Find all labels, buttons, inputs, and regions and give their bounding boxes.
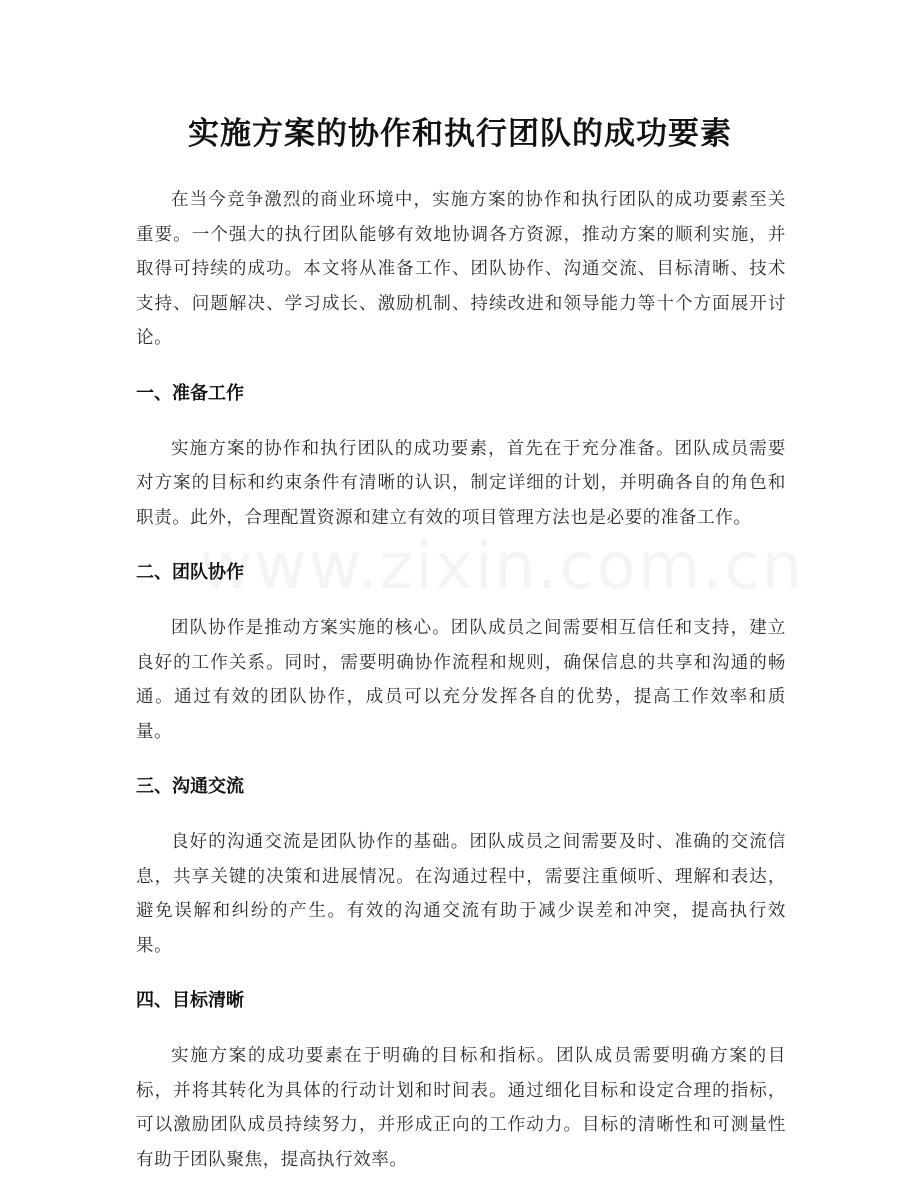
section-heading-goals: 四、目标清晰 bbox=[136, 990, 244, 1011]
document-title: 实施方案的协作和执行团队的成功要素 bbox=[188, 116, 732, 152]
intro-paragraph: 在当今竞争激烈的商业环境中，实施方案的协作和执行团队的成功要素至关重要。一个强大的执行团队能够有效地协调各方资源，推动方案的顺利实施，并取得可持续的成功。本文将从准备工作、团队协作、沟通交流、目标清晰、技术支持、问题解决、学习成长、激励机制、持续改进和领导能力等十个方面展开讨论。 bbox=[136, 190, 786, 348]
section-body-teamwork: 团队协作是推动方案实施的核心。团队成员之间需要相互信任和支持，建立良好的工作关系。同时，需要明确协作流程和规则，确保信息的共享和沟通的畅通。通过有效的团队协作，成员可以充分发挥各自的优势，提高工作效率和质量。 bbox=[136, 618, 786, 742]
section-heading-teamwork: 二、团队协作 bbox=[136, 562, 244, 583]
section-body-communication: 良好的沟通交流是团队协作的基础。团队成员之间需要及时、准确的交流信息，共享关键的决策和进展情况。在沟通过程中，需要注重倾听、理解和表达，避免误解和纠纷的产生。有效的沟通交流有助于减少误差和冲突，提高执行效果。 bbox=[136, 832, 786, 956]
section-body-preparation: 实施方案的协作和执行团队的成功要素，首先在于充分准备。团队成员需要对方案的目标和约束条件有清晰的认识，制定详细的计划，并明确各自的角色和职责。此外，合理配置资源和建立有效的项目管理方法也是必要的准备工作。 bbox=[136, 438, 786, 528]
document-body bbox=[136, 183, 786, 1177]
section-heading-communication: 三、沟通交流 bbox=[136, 776, 244, 797]
section-heading-preparation: 一、准备工作 bbox=[136, 382, 244, 404]
section-body-goals: 实施方案的成功要素在于明确的目标和指标。团队成员需要明确方案的目标，并将其转化为具体的行动计划和时间表。通过细化目标和设定合理的指标，可以激励团队成员持续努力，并形成正向的工作动力。目标的清晰性和可测量性有助于团队聚焦，提高执行效率。 bbox=[136, 1046, 786, 1170]
